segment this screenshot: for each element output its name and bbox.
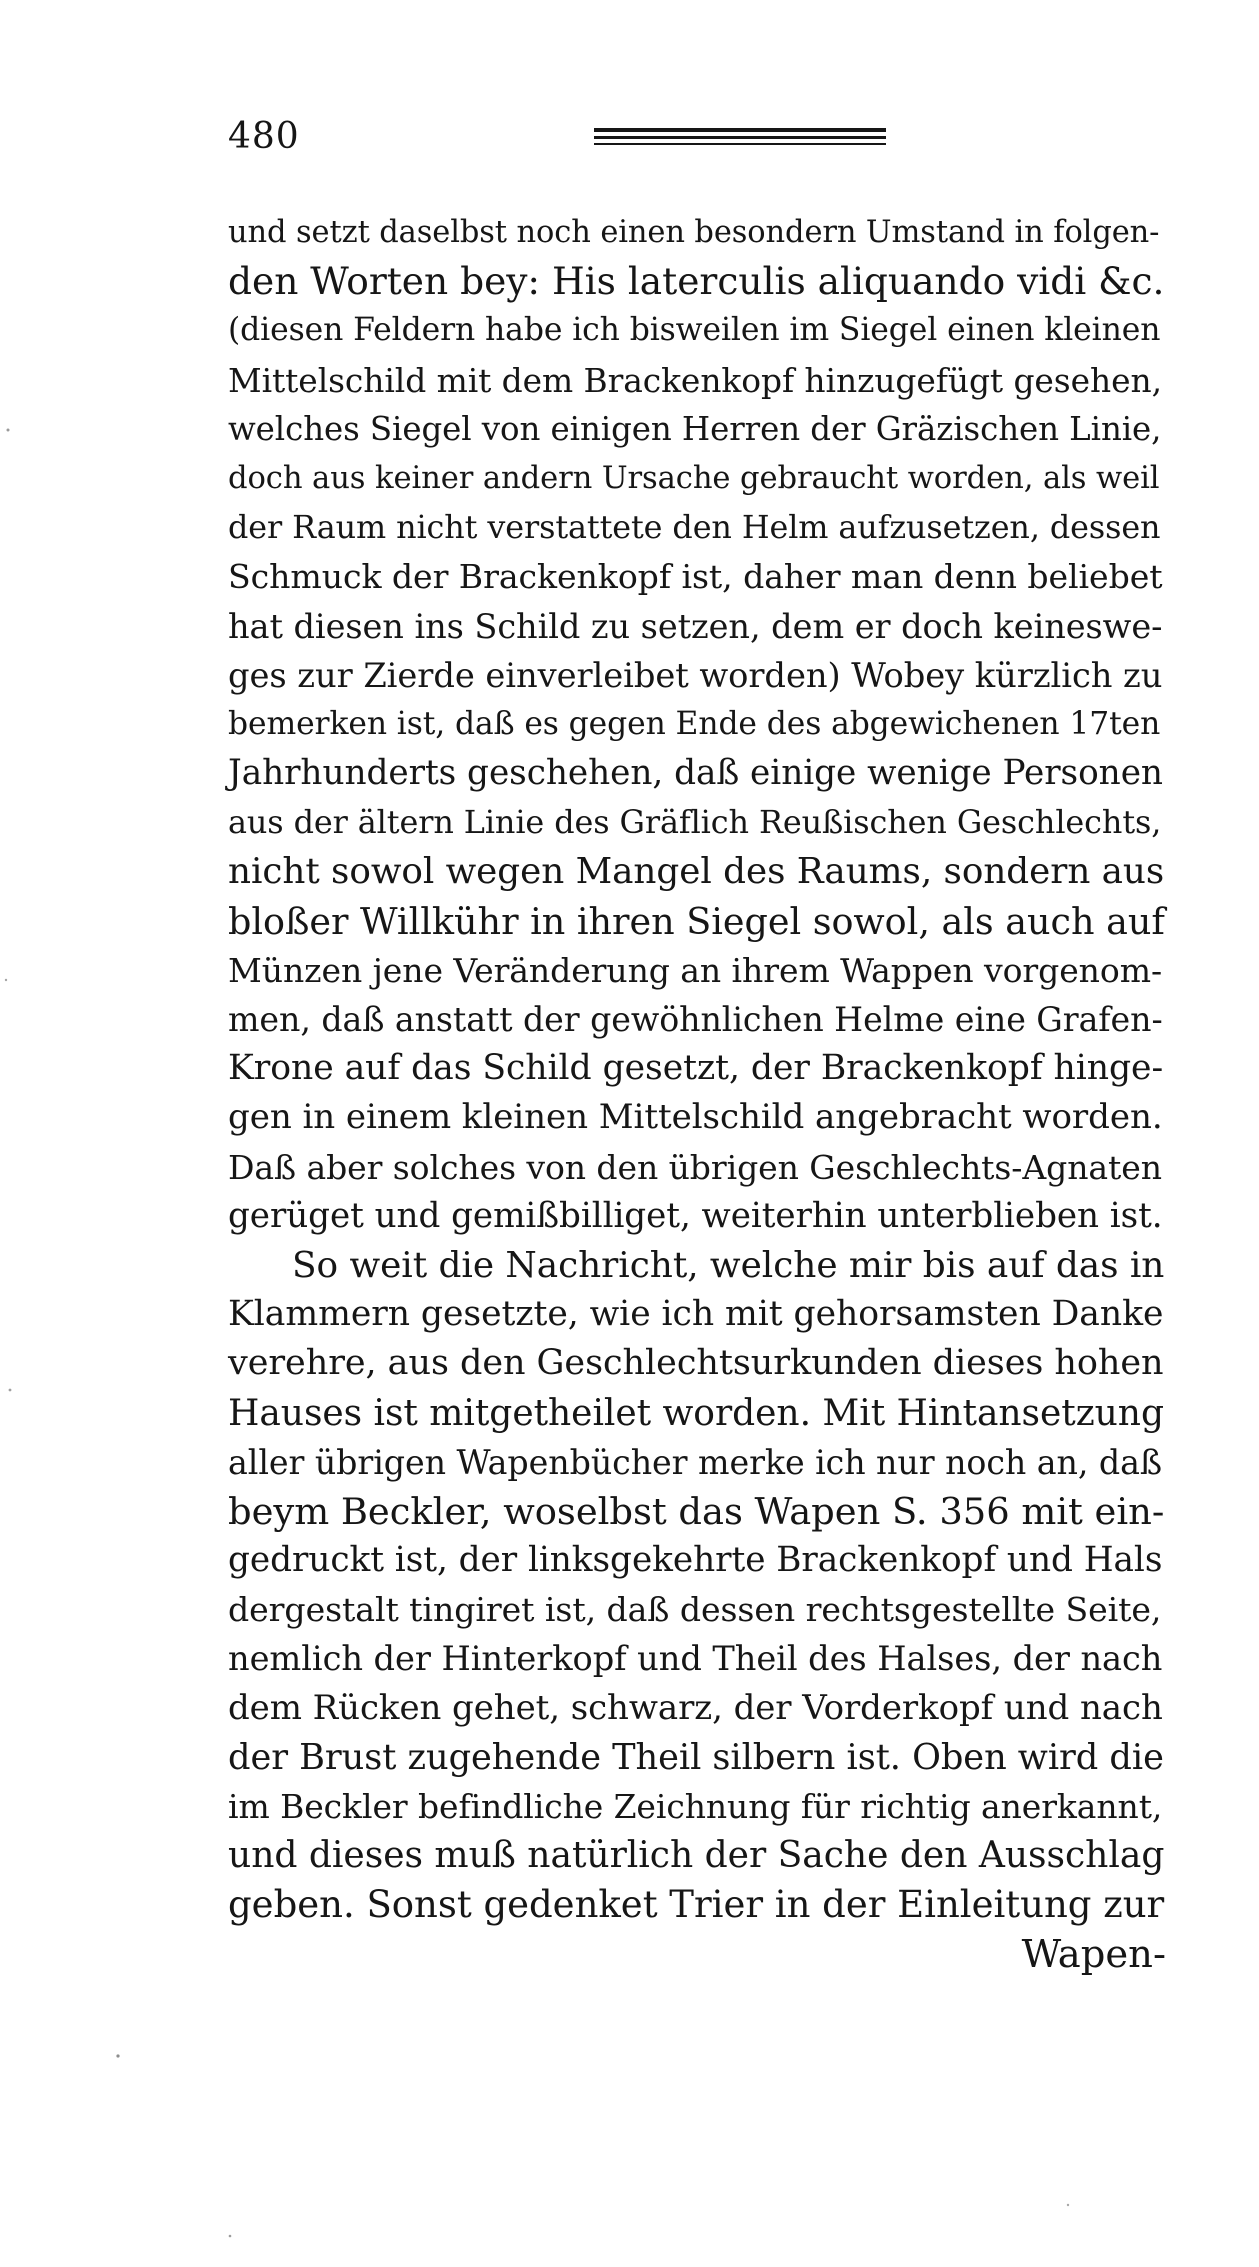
text-line: aus der ältern Linie des Gräflich Reußischen Geschlechts, — [228, 803, 1162, 842]
text-line: verehre, aus den Geschlechtsurkunden dieses hohen — [228, 1343, 1164, 1384]
text-line: und setzt daselbst noch einen besondern Umstand in folgen- — [228, 215, 1160, 250]
paper-speck — [5, 979, 7, 981]
ornament-rule-bottom — [594, 143, 886, 145]
paragraph-first-line: So weit die Nachricht, welche mir bis auf das in — [292, 1244, 1165, 1286]
text-line: Klammern gesetzte, wie ich mit gehorsamsten Danke — [228, 1294, 1164, 1335]
text-line: gen in einem kleinen Mittelschild angebracht worden. — [228, 1097, 1163, 1138]
text-line: gerüget und gemißbilliget, weiterhin unterblieben ist. — [228, 1195, 1163, 1236]
text-line: Jahrhunderts geschehen, daß einige wenige Personen — [228, 753, 1163, 794]
text-line: doch aus keiner andern Ursache gebraucht worden, als weil — [228, 460, 1160, 496]
page-header — [228, 112, 890, 172]
catchword: Wapen- — [1021, 1931, 1166, 1977]
text-line: nemlich der Hinterkopf und Theil des Halses, der nach — [228, 1639, 1163, 1679]
text-line: den Worten bey: His laterculis aliquando vidi &c. — [228, 259, 1165, 304]
text-line: beym Beckler, woselbst das Wapen S. 356 mit ein- — [228, 1489, 1165, 1533]
text-line: dem Rücken gehet, schwarz, der Vorderkopf und nach — [228, 1687, 1163, 1728]
text-line: Schmuck der Brackenkopf ist, daher man denn beliebet — [228, 557, 1163, 597]
ornament-rule-top — [594, 128, 886, 132]
text-line: und dieses muß natürlich der Sache den Ausschlag — [228, 1834, 1165, 1877]
text-line: welches Siegel von einigen Herren der Gräzischen Linie, — [228, 409, 1162, 448]
text-line: Münzen jene Veränderung an ihrem Wappen vorgenom- — [228, 950, 1163, 990]
paper-speck — [1067, 2204, 1069, 2206]
paper-speck — [7, 429, 10, 432]
text-line: Mittelschild mit dem Brackenkopf hinzugefügt gesehen, — [228, 360, 1162, 400]
text-line: der Brust zugehende Theil silbern ist. Oben wird die — [228, 1736, 1164, 1778]
paper-speck — [9, 1389, 12, 1392]
page-number: 480 — [228, 116, 300, 157]
text-line: Hauses ist mitgetheilet worden. Mit Hintansetzung — [228, 1392, 1164, 1434]
text-line: Krone auf das Schild gesetzt, der Brackenkopf hinge- — [228, 1048, 1164, 1089]
text-line: aller übrigen Wapenbücher merke ich nur noch an, daß — [228, 1442, 1162, 1482]
body-text — [228, 208, 1166, 1979]
header-ornament-rule — [594, 128, 886, 148]
text-line: hat diesen ins Schild zu setzen, dem er doch keineswe- — [228, 606, 1163, 646]
text-line: gedruckt ist, der linksgekehrte Brackenkopf und Hals — [228, 1540, 1163, 1581]
text-line: Daß aber solches von den übrigen Geschlechts-Agnaten — [228, 1147, 1162, 1187]
text-line: men, daß anstatt der gewöhnlichen Helme eine Grafen- — [228, 1000, 1163, 1039]
paper-speck — [229, 2235, 232, 2238]
text-line: bemerken ist, daß es gegen Ende des abgewichenen 17ten — [228, 705, 1161, 742]
paper-speck — [116, 2054, 119, 2057]
text-line: dergestalt tingiret ist, daß dessen rechtsgestellte Seite, — [228, 1590, 1162, 1630]
ornament-rule-middle — [594, 136, 886, 139]
text-line: bloßer Willkühr in ihren Siegel sowol, als auch auf — [228, 899, 1165, 943]
text-line: nicht sowol wegen Mangel des Raums, sondern aus — [228, 851, 1165, 893]
text-line: geben. Sonst gedenket Trier in der Einleitung zur — [228, 1883, 1165, 1927]
text-line: der Raum nicht verstattete den Helm aufzusetzen, dessen — [228, 508, 1161, 547]
text-line: (diesen Feldern habe ich bisweilen im Siegel einen kleinen — [228, 312, 1161, 349]
text-line: ges zur Zierde einverleibet worden) Wobey kürzlich zu — [228, 655, 1163, 695]
text-line: im Beckler befindliche Zeichnung für richtig anerkannt, — [228, 1787, 1163, 1826]
